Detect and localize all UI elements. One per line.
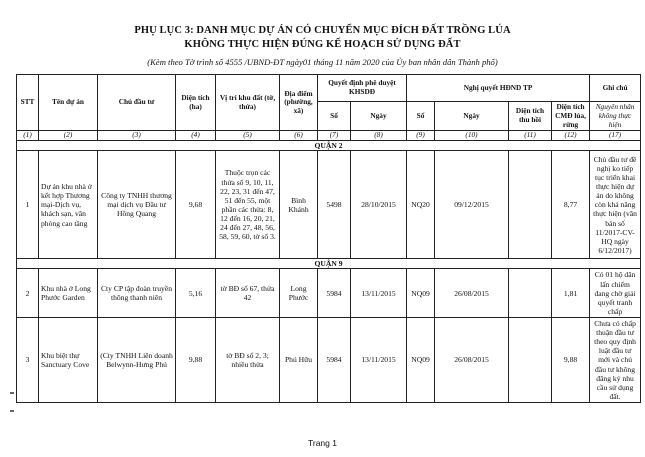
cell-investor: Cty CP tập đoàn truyền thông thanh niên	[98, 269, 176, 318]
table-row	[17, 151, 641, 259]
cell-converted-area: 1,81	[552, 269, 590, 318]
col-recovered-area-header: Diện tích thu hồi	[509, 102, 552, 131]
cell-location: Thuộc trọn các thửa số 9, 10, 11, 22, 23, 31 đến 47, 51 đến 55, một phần các thửa: 8, 12 đến 16, 20, 21, 24 đến 27, 48, 56, 58, 59, 60, tờ số 3.	[216, 151, 280, 259]
cell-resolution-no: NQ09	[407, 318, 435, 403]
cell-investor: (Cty TNHH Liên doanh Belwynn-Hưng Phú	[98, 318, 176, 403]
cell-converted-area: 8,77	[552, 151, 590, 259]
col-resolution-header: Nghị quyết HĐND TP	[407, 75, 590, 102]
cell-converted-area: 9,88	[552, 318, 590, 403]
header-row-1	[17, 75, 641, 102]
column-index: (1)	[17, 131, 39, 141]
column-index: (9)	[407, 131, 435, 141]
table-row	[17, 318, 641, 403]
cell-ward: Long Phước	[280, 269, 318, 318]
cell-area: 9,88	[176, 318, 216, 403]
col-decision-no-header: Số	[318, 102, 351, 131]
col-stt-header: STT	[17, 75, 39, 131]
column-index-row	[17, 131, 641, 141]
col-decision-date-header: Ngày	[351, 102, 407, 131]
col-investor-header: Chủ đầu tư	[98, 75, 176, 131]
col-converted-area-header: Diện tích CMĐ lúa, rừng	[552, 102, 590, 131]
column-index: (4)	[176, 131, 216, 141]
cell-decision-no: 5984	[318, 318, 351, 403]
cell-stt: 2	[17, 269, 39, 318]
cell-project: Khu nhà ở Long Phước Garden	[39, 269, 98, 318]
cell-location: tờ BĐ số 2, 3; nhiều thửa	[216, 318, 280, 403]
cell-note: Chủ đầu tư đề nghị ko tiếp tục triển khai thực hiện dự án do không còn khả năng thực hiện (văn bản số 11/2017-CV-HQ ngày 6/12/2017)	[590, 151, 641, 259]
section-label: QUẬN 9	[17, 259, 641, 269]
cell-area: 9,68	[176, 151, 216, 259]
cell-project: Khu biệt thự Sanctuary Cove	[39, 318, 98, 403]
column-index: (5)	[216, 131, 280, 141]
section-label: QUẬN 2	[17, 141, 641, 151]
column-index: (7)	[318, 131, 351, 141]
page-number: Trang 1	[308, 438, 337, 448]
column-index: (10)	[435, 131, 509, 141]
cell-recovered-area	[509, 151, 552, 259]
column-index: (17)	[590, 131, 641, 141]
col-ward-header: Địa điểm (phường, xã)	[280, 75, 318, 131]
cell-stt: 1	[17, 151, 39, 259]
document-title-line-1: PHỤ LỤC 3: DANH MỤC DỰ ÁN CÓ CHUYỂN MỤC ĐÍCH ĐẤT TRỒNG LÚA	[134, 25, 511, 36]
section-row-district-9	[17, 259, 641, 269]
cell-ward: Bình Khánh	[280, 151, 318, 259]
section-row-district-2	[17, 141, 641, 151]
cell-resolution-no: NQ09	[407, 269, 435, 318]
cell-decision-no: 5984	[318, 269, 351, 318]
column-index: (12)	[552, 131, 590, 141]
column-index: (6)	[280, 131, 318, 141]
cell-decision-date: 28/10/2015	[351, 151, 407, 259]
cell-decision-date: 13/11/2015	[351, 318, 407, 403]
cell-note: Chưa có chấp thuận đầu tư theo quy định luật đầu tư mới và chủ đầu tư không đăng ký nhu cầu sử dụng đất.	[590, 318, 641, 403]
column-index: (8)	[351, 131, 407, 141]
scan-mark	[10, 392, 14, 394]
column-index: (11)	[509, 131, 552, 141]
col-decision-header: Quyết định phê duyệt KHSDĐ	[318, 75, 407, 102]
col-area-header: Diện tích (ha)	[176, 75, 216, 131]
col-resolution-date-header: Ngày	[435, 102, 509, 131]
cell-location: tờ BĐ số 67, thửa 42	[216, 269, 280, 318]
scan-mark	[10, 410, 14, 412]
col-note-header: Ghi chú	[590, 75, 641, 102]
table-row	[17, 269, 641, 318]
col-location-header: Vị trí khu đất (tờ, thửa)	[216, 75, 280, 131]
project-table	[16, 74, 641, 403]
document-subtitle: (Kèm theo Tờ trình số 4555 /UBND-ĐT ngày01 tháng 11 năm 2020 của Ủy ban nhân dân Thành phố)	[147, 57, 498, 67]
cell-area: 5,16	[176, 269, 216, 318]
cell-recovered-area	[509, 269, 552, 318]
cell-note: Có 01 hộ dân lấn chiếm đang chờ giải quyết tranh chấp	[590, 269, 641, 318]
cell-stt: 3	[17, 318, 39, 403]
col-project-header: Tên dự án	[39, 75, 98, 131]
cell-project: Dự án khu nhà ở kết hợp Thương mại-Dịch vụ, khách sạn, văn phòng cao tầng	[39, 151, 98, 259]
cell-investor: Công ty TNHH thương mại dịch vụ Đầu tư Hồng Quang	[98, 151, 176, 259]
cell-resolution-date: 26/08/2015	[435, 318, 509, 403]
cell-resolution-no: NQ20	[407, 151, 435, 259]
cell-recovered-area	[509, 318, 552, 403]
column-index: (3)	[98, 131, 176, 141]
cell-resolution-date: 26/08/2015	[435, 269, 509, 318]
cell-ward: Phú Hữu	[280, 318, 318, 403]
cell-resolution-date: 09/12/2015	[435, 151, 509, 259]
col-reason-header: Nguyên nhân không thực hiện	[590, 102, 641, 131]
cell-decision-date: 13/11/2015	[351, 269, 407, 318]
column-index: (2)	[39, 131, 98, 141]
cell-decision-no: 5498	[318, 151, 351, 259]
col-resolution-no-header: Số	[407, 102, 435, 131]
document-title-line-2: KHÔNG THỰC HIỆN ĐÚNG KẾ HOẠCH SỬ DỤNG ĐẤT	[184, 39, 461, 50]
